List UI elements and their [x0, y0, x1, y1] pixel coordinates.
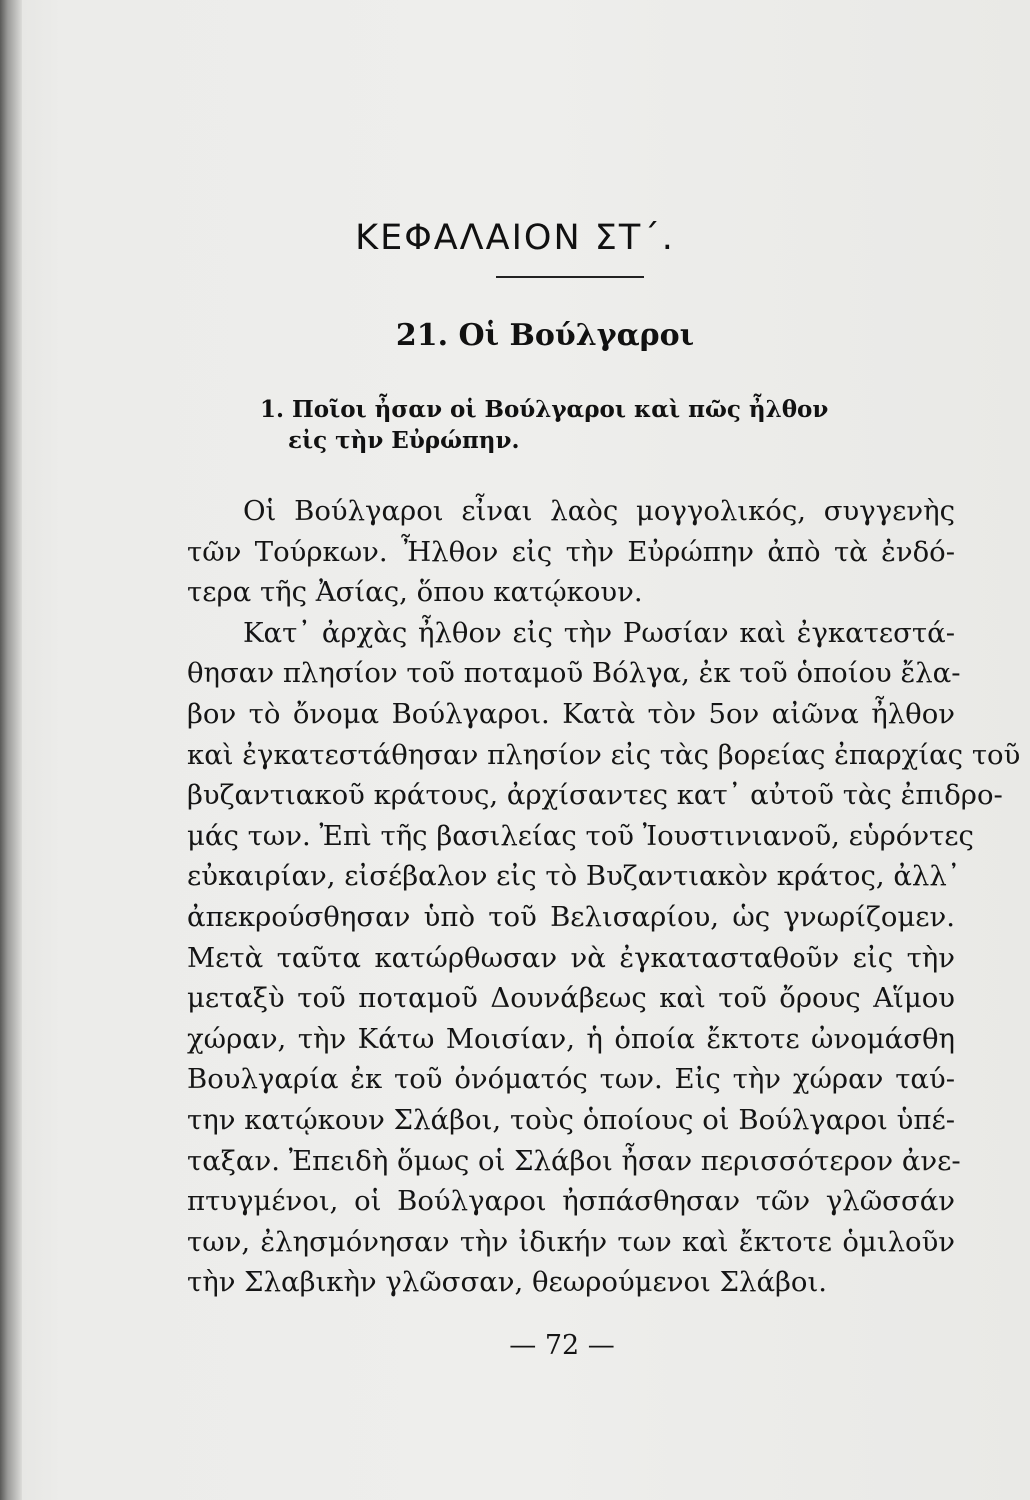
- text-line: την κατῴκουν Σλάβοι, τοὺς ὁποίους οἱ Βούλγαροι ὑπέ-: [187, 1103, 955, 1136]
- text-line: τερα τῆς Ἀσίας, ὅπου κατῴκουν.: [187, 576, 643, 609]
- chapter-heading: ΚΕΦΑΛΑΙΟΝ ΣΤ΄.: [355, 218, 675, 258]
- text-line: θησαν πλησίον τοῦ ποταμοῦ Βόλγα, ἐκ τοῦ ὁποίου ἔλα-: [187, 657, 961, 690]
- text-line: πτυγμένοι, οἱ Βούλγαροι ἠσπάσθησαν τῶν γλῶσσάν: [187, 1185, 955, 1218]
- page-number: — 72 —: [509, 1330, 615, 1361]
- question-line-2: εἰς τὴν Εὐρώπην.: [288, 427, 520, 454]
- text-line: Μετὰ ταῦτα κατώρθωσαν νὰ ἐγκατασταθοῦν εἰς τὴν: [187, 941, 955, 974]
- text-line: χώραν, τὴν Κάτω Μοισίαν, ἡ ὁποία ἔκτοτε ὠνομάσθη: [187, 1022, 955, 1055]
- question-heading: [260, 394, 900, 456]
- text-line: ταξαν. Ἐπειδὴ ὅμως οἱ Σλάβοι ἦσαν περισσότερον ἀνε-: [187, 1144, 961, 1177]
- question-line-1: 1. Ποῖοι ἦσαν οἱ Βούλγαροι καὶ πῶς ἦλθον: [260, 396, 829, 423]
- text-line: τὴν Σλαβικὴν γλῶσσαν, θεωρούμενοι Σλάβοι.: [187, 1266, 828, 1299]
- text-line: ἀπεκρούσθησαν ὑπὸ τοῦ Βελισαρίου, ὡς γνωρίζομεν.: [187, 900, 955, 933]
- text-line: Οἱ Βούλγαροι εἶναι λαὸς μογγολικός, συγγενὴς: [243, 495, 955, 527]
- heading-rule: [496, 276, 644, 278]
- text-line: βυζαντιακοῦ κράτους, ἀρχίσαντες κατ᾽ αὐτοῦ τὰς ἐπιδρο-: [187, 779, 1003, 812]
- body-text: [187, 491, 1021, 1303]
- text-line: μεταξὺ τοῦ ποταμοῦ Δουνάβεως καὶ τοῦ ὄρους Αἵμου: [187, 982, 955, 1015]
- text-line: βον τὸ ὄνομα Βούλγαροι. Κατὰ τὸν 5ον αἰῶνα ἦλθον: [187, 697, 955, 730]
- text-line: Βουλγαρία ἐκ τοῦ ὀνόματός των. Εἰς τὴν χώραν ταύ-: [187, 1063, 955, 1096]
- section-title: 21. Οἱ Βούλγαροι: [395, 318, 695, 353]
- text-line: καὶ ἐγκατεστάθησαν πλησίον εἰς τὰς βορείας ἐπαρχίας τοῦ: [187, 738, 1021, 771]
- text-line: εὐκαιρίαν, εἰσέβαλον εἰς τὸ Βυζαντιακὸν κράτος, ἀλλ᾽: [187, 860, 961, 893]
- text-line: Κατ᾽ ἀρχὰς ἦλθον εἰς τὴν Ρωσίαν καὶ ἐγκατεστά-: [243, 616, 955, 649]
- text-line: μάς των. Ἐπὶ τῆς βασιλείας τοῦ Ἰουστινιανοῦ, εὑρόντες: [187, 819, 974, 852]
- text-line: των, ἐλησμόνησαν τὴν ἰδικήν των καὶ ἔκτοτε ὁμιλοῦν: [187, 1225, 955, 1258]
- text-line: τῶν Τούρκων. Ἦλθον εἰς τὴν Εὐρώπην ἀπὸ τὰ ἐνδό-: [187, 535, 955, 568]
